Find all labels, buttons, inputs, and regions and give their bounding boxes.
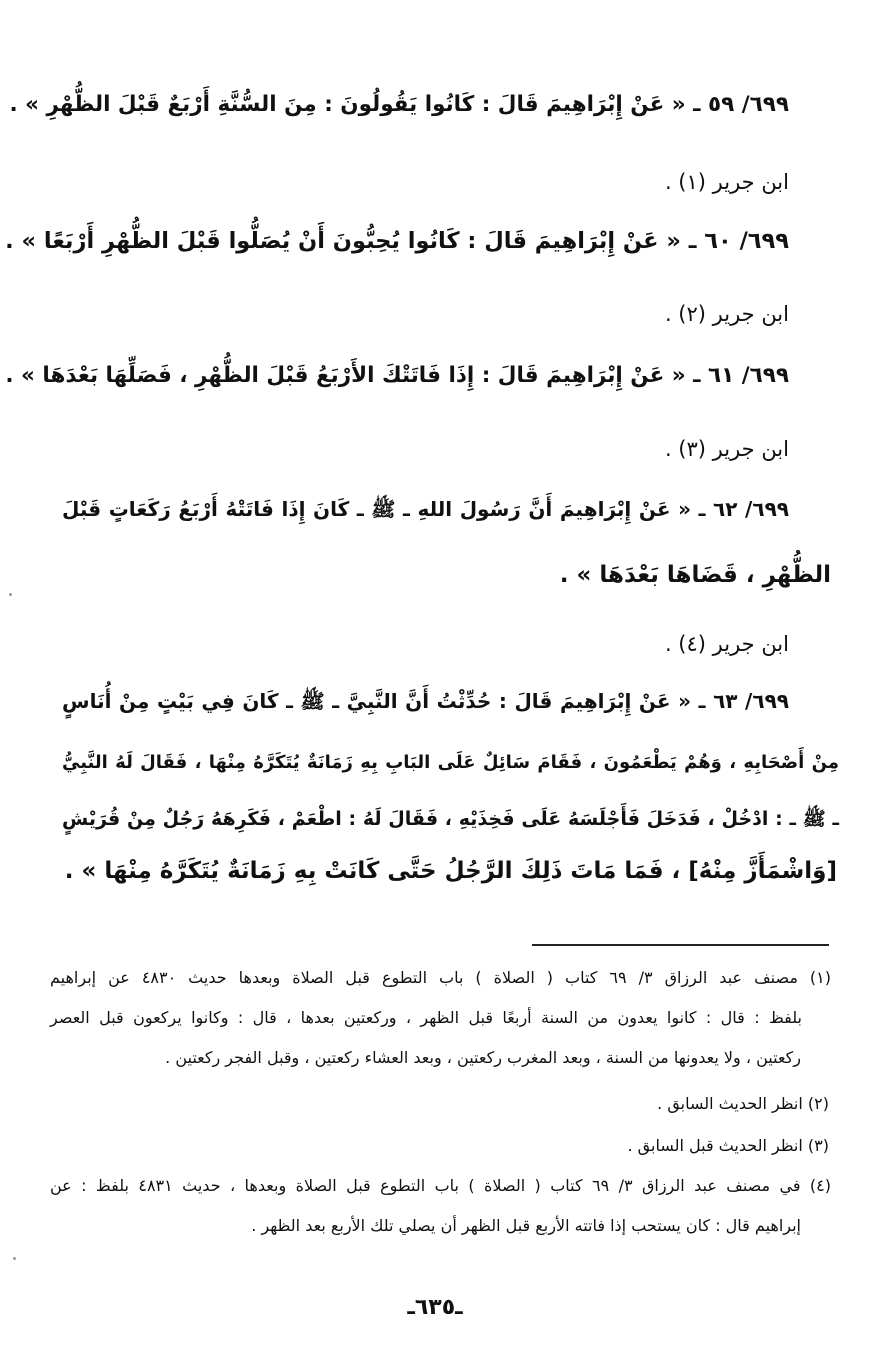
scan-speck — [9, 593, 12, 596]
footnote-1-line-2: بلفظ : قال : كانوا يعدون من السنة أربعًا قبل الظهر ، وركعتين بعدها ، قال : وكانوا يركعون قبل العصر — [50, 1008, 802, 1027]
footnote-3: (٣) انظر الحديث قبل السابق . — [627, 1136, 829, 1155]
hadith-63-line-3: ـ ﷺ ـ : ادْخُلْ ، فَدَخَلَ فَأَجْلَسَهُ عَلَى فَخِذَيْهِ ، فَقَالَ لَهُ : اطْعَمْ ، فَكَرِهَهُ رَجُلٌ مِنْ قُرَيْشٍ — [62, 808, 839, 830]
source-note-1: ابن جرير (١) . — [664, 170, 789, 194]
hadith-61: ٦٩٩/ ٦١ ـ « عَنْ إِبْرَاهِيمَ قَالَ : إِذَا فَاتَتْكَ الأَرْبَعُ قَبْلَ الظُّهْرِ ، فَصَلِّهَا بَعْدَهَا » . — [5, 363, 789, 388]
page-number: ـ٦٣٥ـ — [407, 1295, 463, 1320]
source-note-2: ابن جرير (٢) . — [664, 302, 789, 326]
footnote-1-line-1: (١) مصنف عبد الرزاق ٣/ ٦٩ كتاب ( الصلاة ) باب التطوع قبل الصلاة وبعدها حديث ٤٨٣٠ عن إبراهيم — [50, 968, 831, 987]
footnote-separator — [532, 944, 829, 946]
hadith-62-line-1: ٦٩٩/ ٦٢ ـ « عَنْ إِبْرَاهِيمَ أَنَّ رَسُولَ اللهِ ـ ﷺ ـ كَانَ إِذَا فَاتَتْهُ أَرْبَعُ رَكَعَاتٍ قَبْلَ — [62, 497, 789, 521]
source-note-4: ابن جرير (٤) . — [664, 632, 789, 656]
footnote-2: (٢) انظر الحديث السابق . — [657, 1094, 829, 1113]
hadith-59: ٦٩٩/ ٥٩ ـ « عَنْ إِبْرَاهِيمَ قَالَ : كَانُوا يَقُولُونَ : مِنَ السُّنَّةِ أَرْبَعٌ قَبْلَ الظُّهْرِ » . — [9, 92, 789, 117]
source-note-3: ابن جرير (٣) . — [664, 437, 789, 461]
footnote-4-line-2: إبراهيم قال : كان يستحب إذا فاتته الأربع قبل الظهر أن يصلي تلك الأربع بعد الظهر . — [251, 1216, 801, 1235]
hadith-62-line-2: الظُّهْرِ ، قَضَاهَا بَعْدَهَا » . — [559, 562, 831, 588]
hadith-60: ٦٩٩/ ٦٠ ـ « عَنْ إِبْرَاهِيمَ قَالَ : كَانُوا يُحِبُّونَ أَنْ يُصَلُّوا قَبْلَ الظُّهْرِ أَرْبَعًا » . — [5, 228, 789, 254]
footnote-1-line-3: ركعتين ، ولا يعدونها من السنة ، وبعد المغرب ركعتين ، وبعد العشاء ركعتين ، وقبل الفجر ركعتين . — [165, 1048, 801, 1067]
hadith-63-line-1: ٦٩٩/ ٦٣ ـ « عَنْ إِبْرَاهِيمَ قَالَ : حُدِّثْتُ أَنَّ النَّبِيَّ ـ ﷺ ـ كَانَ فِي بَيْتٍ مِنْ أُنَاسٍ — [62, 689, 789, 713]
scan-speck — [13, 1257, 16, 1260]
hadith-63-line-4: [وَاشْمَأَزَّ مِنْهُ] ، فَمَا مَاتَ ذَلِكَ الرَّجُلُ حَتَّى كَانَتْ بِهِ زَمَانَةٌ يُتَكَرَّهُ مِنْهَا » . — [64, 858, 837, 884]
footnote-4-line-1: (٤) في مصنف عبد الرزاق ٣/ ٦٩ كتاب ( الصلاة ) باب التطوع قبل الصلاة وبعدها ، حديث ٤٨٣١ بلفظ : عن — [50, 1176, 831, 1195]
hadith-63-line-2: مِنْ أَصْحَابِهِ ، وَهُمْ يَطْعَمُونَ ، فَقَامَ سَائِلٌ عَلَى البَابِ بِهِ زَمَانَةٌ يُتَكَرَّهُ مِنْهَا ، فَقَالَ لَهُ النَّبِيُّ — [62, 752, 839, 773]
